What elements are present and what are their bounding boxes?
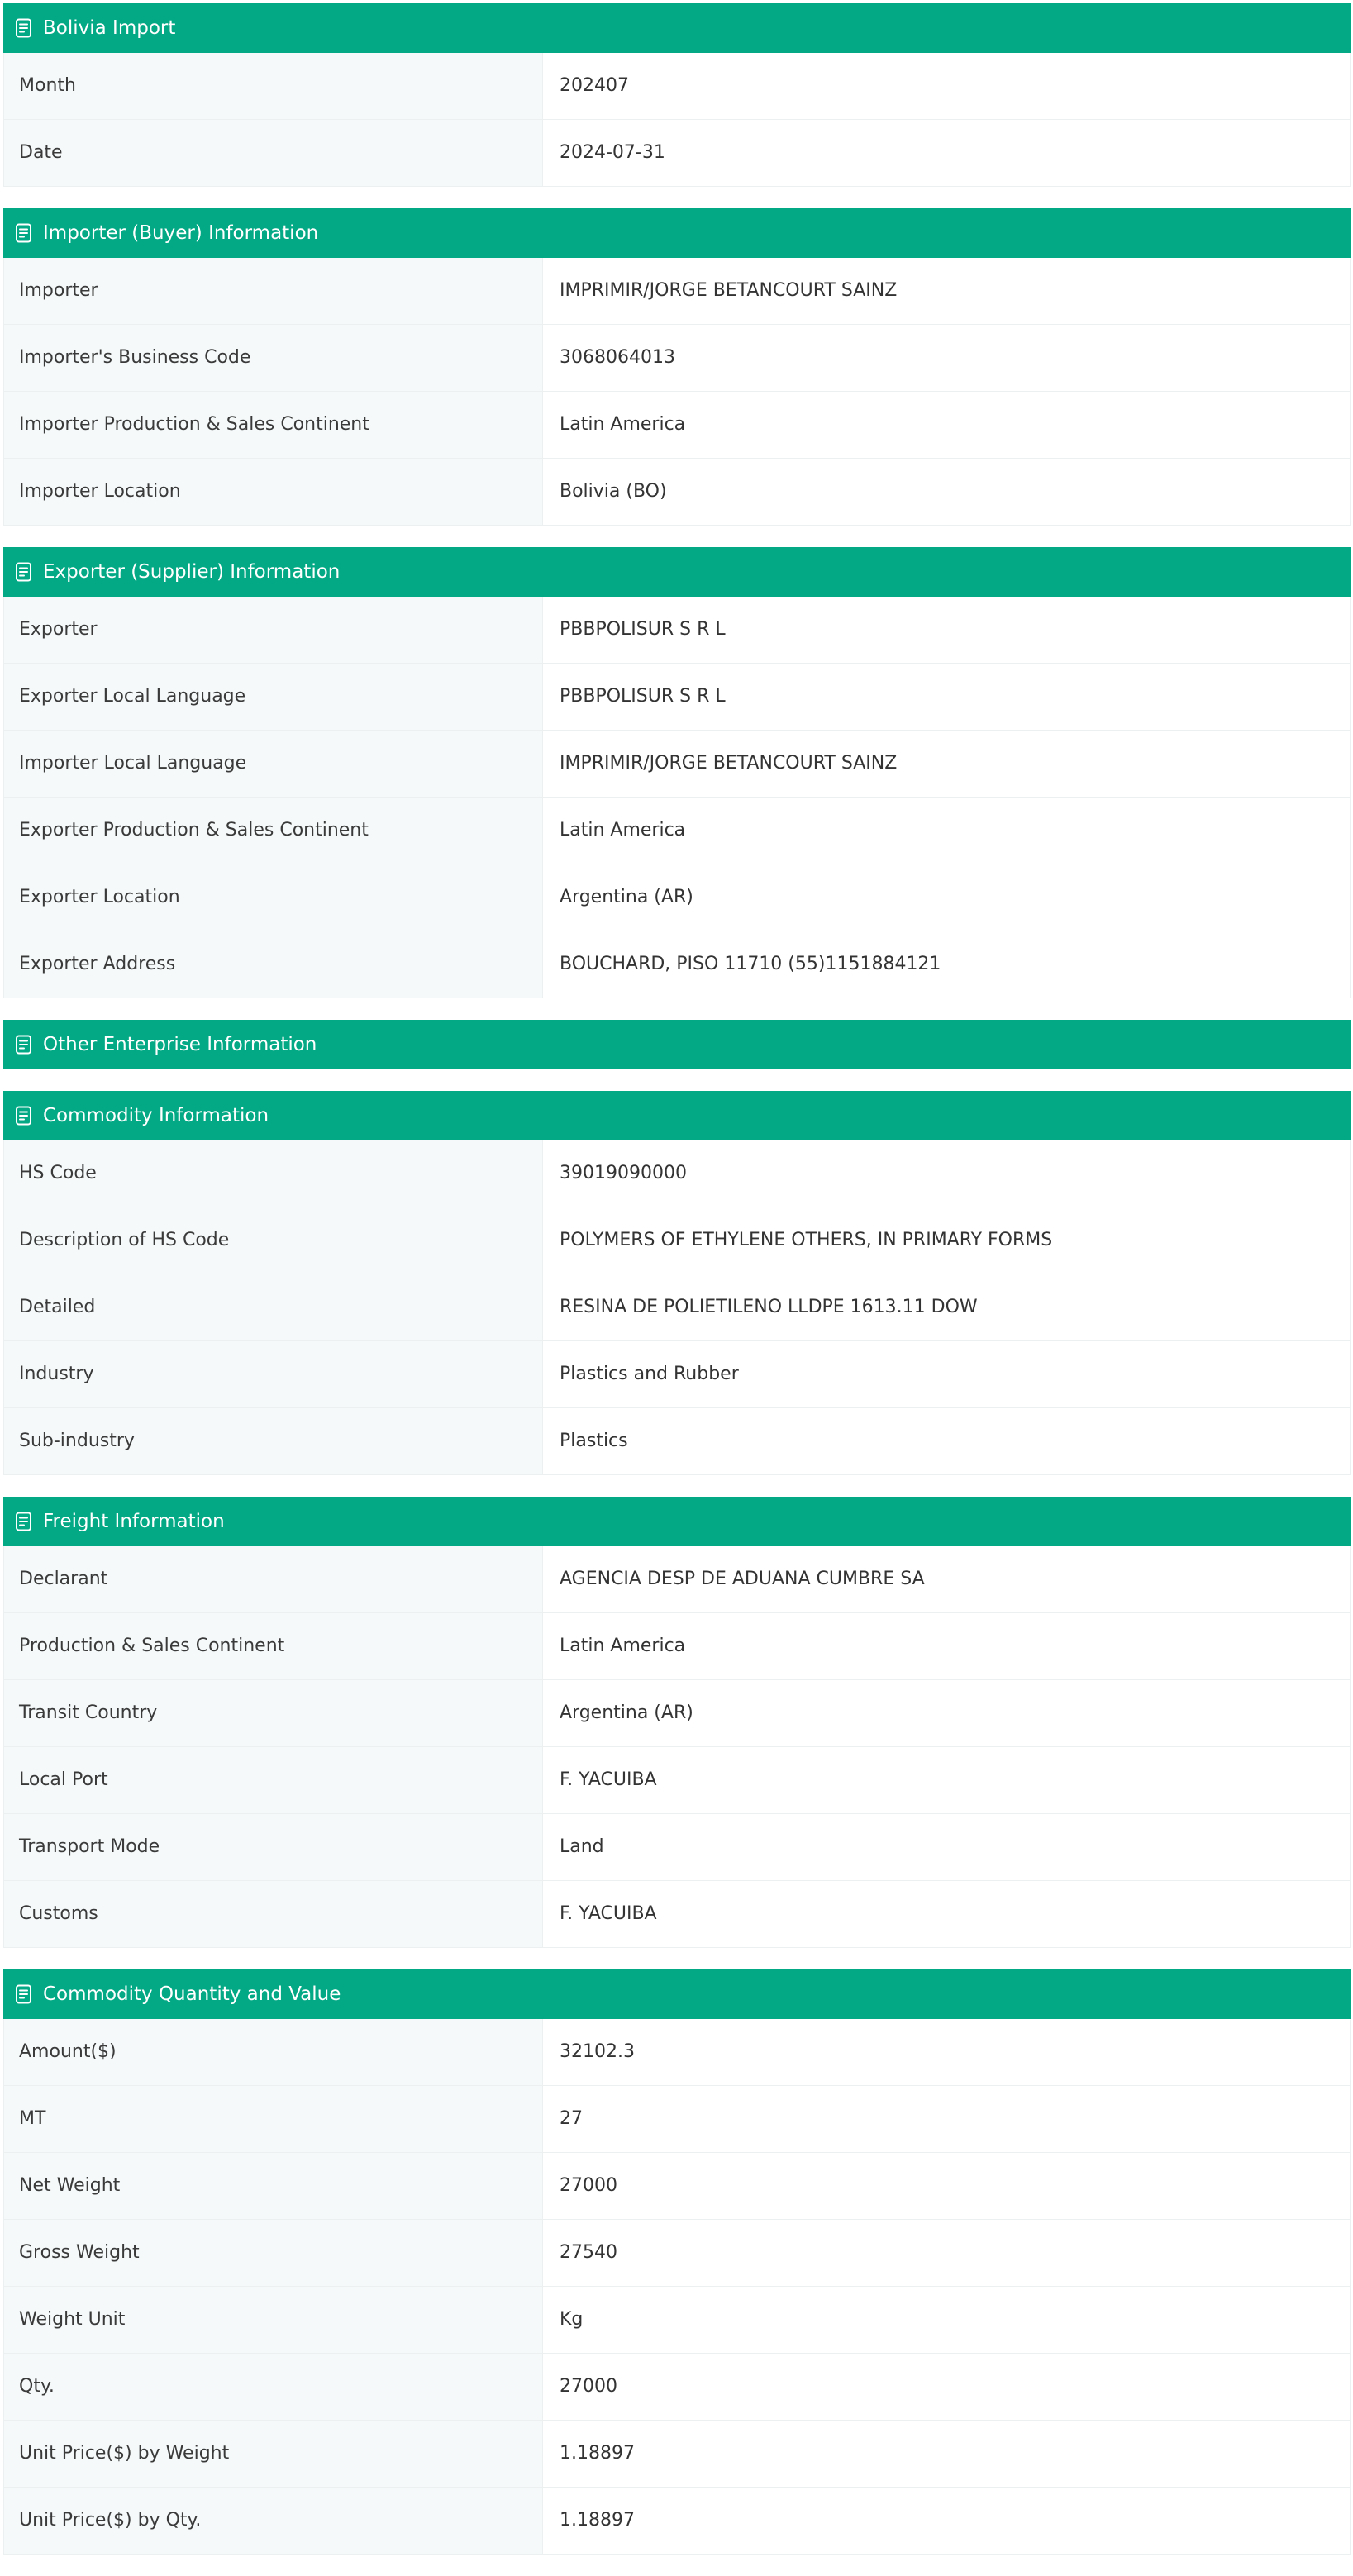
- section-title: Other Enterprise Information: [43, 1034, 317, 1055]
- field-label: Importer Production & Sales Continent: [4, 392, 543, 458]
- field-list: [3, 258, 1351, 526]
- field-row: [4, 2354, 1350, 2421]
- section-title: Freight Information: [43, 1511, 225, 1532]
- field-label: Weight Unit: [4, 2287, 543, 2353]
- field-row: [4, 2421, 1350, 2488]
- document-icon: [15, 1984, 33, 2004]
- field-label: Customs: [4, 1881, 543, 1947]
- field-label: MT: [4, 2086, 543, 2152]
- section-title: Commodity Information: [43, 1105, 269, 1126]
- field-row: [4, 459, 1350, 526]
- field-row: [4, 798, 1350, 864]
- document-icon: [15, 562, 33, 582]
- field-label: Exporter: [4, 597, 543, 663]
- field-row: [4, 2153, 1350, 2220]
- field-row: [4, 53, 1350, 120]
- field-value: AGENCIA DESP DE ADUANA CUMBRE SA: [543, 1546, 1350, 1612]
- record-detail-page: [3, 3, 1351, 2576]
- section-header: [3, 1969, 1351, 2019]
- section-header: [3, 3, 1351, 53]
- field-row: [4, 2019, 1350, 2086]
- field-row: [4, 1207, 1350, 1274]
- info-section: [3, 1091, 1351, 1475]
- field-row: [4, 120, 1350, 187]
- document-icon: [15, 1106, 33, 1126]
- field-label: Importer: [4, 258, 543, 324]
- field-row: [4, 1274, 1350, 1341]
- info-section: [3, 1020, 1351, 1069]
- field-label: Production & Sales Continent: [4, 1613, 543, 1679]
- field-label: Importer Location: [4, 459, 543, 525]
- field-value: 27000: [543, 2354, 1350, 2420]
- field-row: [4, 1140, 1350, 1207]
- field-row: [4, 2220, 1350, 2287]
- field-label: Exporter Address: [4, 931, 543, 998]
- field-label: HS Code: [4, 1140, 543, 1207]
- field-value: Argentina (AR): [543, 864, 1350, 931]
- field-row: [4, 864, 1350, 931]
- field-value: Argentina (AR): [543, 1680, 1350, 1746]
- field-label: Description of HS Code: [4, 1207, 543, 1274]
- field-value: 27000: [543, 2153, 1350, 2219]
- info-section: [3, 1969, 1351, 2555]
- field-value: IMPRIMIR/JORGE BETANCOURT SAINZ: [543, 731, 1350, 797]
- field-row: [4, 1408, 1350, 1475]
- field-label: Importer's Business Code: [4, 325, 543, 391]
- section-header: [3, 1020, 1351, 1069]
- field-value: POLYMERS OF ETHYLENE OTHERS, IN PRIMARY FORMS: [543, 1207, 1350, 1274]
- field-label: Exporter Production & Sales Continent: [4, 798, 543, 864]
- field-value: 39019090000: [543, 1140, 1350, 1207]
- field-value: Kg: [543, 2287, 1350, 2353]
- field-value: 2024-07-31: [543, 120, 1350, 186]
- document-icon: [15, 18, 33, 38]
- info-section: [3, 208, 1351, 526]
- field-row: [4, 1680, 1350, 1747]
- field-value: 1.18897: [543, 2488, 1350, 2554]
- field-row: [4, 931, 1350, 998]
- field-row: [4, 1881, 1350, 1948]
- field-row: [4, 731, 1350, 798]
- section-header: [3, 547, 1351, 597]
- field-value: Latin America: [543, 392, 1350, 458]
- field-row: [4, 597, 1350, 664]
- section-title: Exporter (Supplier) Information: [43, 561, 341, 583]
- section-title: Bolivia Import: [43, 17, 176, 39]
- field-value: BOUCHARD, PISO 11710 (55)1151884121: [543, 931, 1350, 998]
- document-icon: [15, 223, 33, 243]
- section-title: Commodity Quantity and Value: [43, 1983, 341, 2005]
- field-row: [4, 325, 1350, 392]
- field-list: [3, 597, 1351, 998]
- field-value: 27: [543, 2086, 1350, 2152]
- field-label: Declarant: [4, 1546, 543, 1612]
- field-row: [4, 2488, 1350, 2555]
- field-row: [4, 1341, 1350, 1408]
- field-value: F. YACUIBA: [543, 1881, 1350, 1947]
- field-label: Detailed: [4, 1274, 543, 1340]
- field-value: 32102.3: [543, 2019, 1350, 2085]
- field-label: Local Port: [4, 1747, 543, 1813]
- field-value: Bolivia (BO): [543, 459, 1350, 525]
- field-label: Industry: [4, 1341, 543, 1407]
- field-value: PBBPOLISUR S R L: [543, 597, 1350, 663]
- document-icon: [15, 1035, 33, 1055]
- field-label: Unit Price($) by Qty.: [4, 2488, 543, 2554]
- field-label: Importer Local Language: [4, 731, 543, 797]
- field-label: Month: [4, 53, 543, 119]
- field-value: RESINA DE POLIETILENO LLDPE 1613.11 DOW: [543, 1274, 1350, 1340]
- field-row: [4, 258, 1350, 325]
- section-header: [3, 1497, 1351, 1546]
- field-value: Latin America: [543, 798, 1350, 864]
- field-row: [4, 1613, 1350, 1680]
- field-value: IMPRIMIR/JORGE BETANCOURT SAINZ: [543, 258, 1350, 324]
- info-section: [3, 3, 1351, 187]
- field-value: 1.18897: [543, 2421, 1350, 2487]
- field-label: Exporter Local Language: [4, 664, 543, 730]
- field-row: [4, 392, 1350, 459]
- field-label: Net Weight: [4, 2153, 543, 2219]
- field-list: [3, 2019, 1351, 2555]
- info-section: [3, 1497, 1351, 1948]
- field-list: [3, 1546, 1351, 1948]
- field-row: [4, 664, 1350, 731]
- document-icon: [15, 1512, 33, 1531]
- field-value: 3068064013: [543, 325, 1350, 391]
- field-value: Land: [543, 1814, 1350, 1880]
- field-value: Plastics and Rubber: [543, 1341, 1350, 1407]
- field-value: F. YACUIBA: [543, 1747, 1350, 1813]
- field-value: 202407: [543, 53, 1350, 119]
- field-value: Latin America: [543, 1613, 1350, 1679]
- section-header: [3, 1091, 1351, 1140]
- field-label: Transport Mode: [4, 1814, 543, 1880]
- field-label: Exporter Location: [4, 864, 543, 931]
- field-label: Sub-industry: [4, 1408, 543, 1474]
- field-row: [4, 1814, 1350, 1881]
- field-label: Amount($): [4, 2019, 543, 2085]
- field-value: PBBPOLISUR S R L: [543, 664, 1350, 730]
- field-label: Gross Weight: [4, 2220, 543, 2286]
- field-label: Unit Price($) by Weight: [4, 2421, 543, 2487]
- field-row: [4, 1546, 1350, 1613]
- field-row: [4, 2287, 1350, 2354]
- field-row: [4, 1747, 1350, 1814]
- field-label: Transit Country: [4, 1680, 543, 1746]
- field-list: [3, 53, 1351, 187]
- field-list: [3, 1140, 1351, 1475]
- field-row: [4, 2086, 1350, 2153]
- field-label: Date: [4, 120, 543, 186]
- field-label: Qty.: [4, 2354, 543, 2420]
- section-title: Importer (Buyer) Information: [43, 222, 319, 244]
- field-value: 27540: [543, 2220, 1350, 2286]
- info-section: [3, 547, 1351, 998]
- section-header: [3, 208, 1351, 258]
- field-value: Plastics: [543, 1408, 1350, 1474]
